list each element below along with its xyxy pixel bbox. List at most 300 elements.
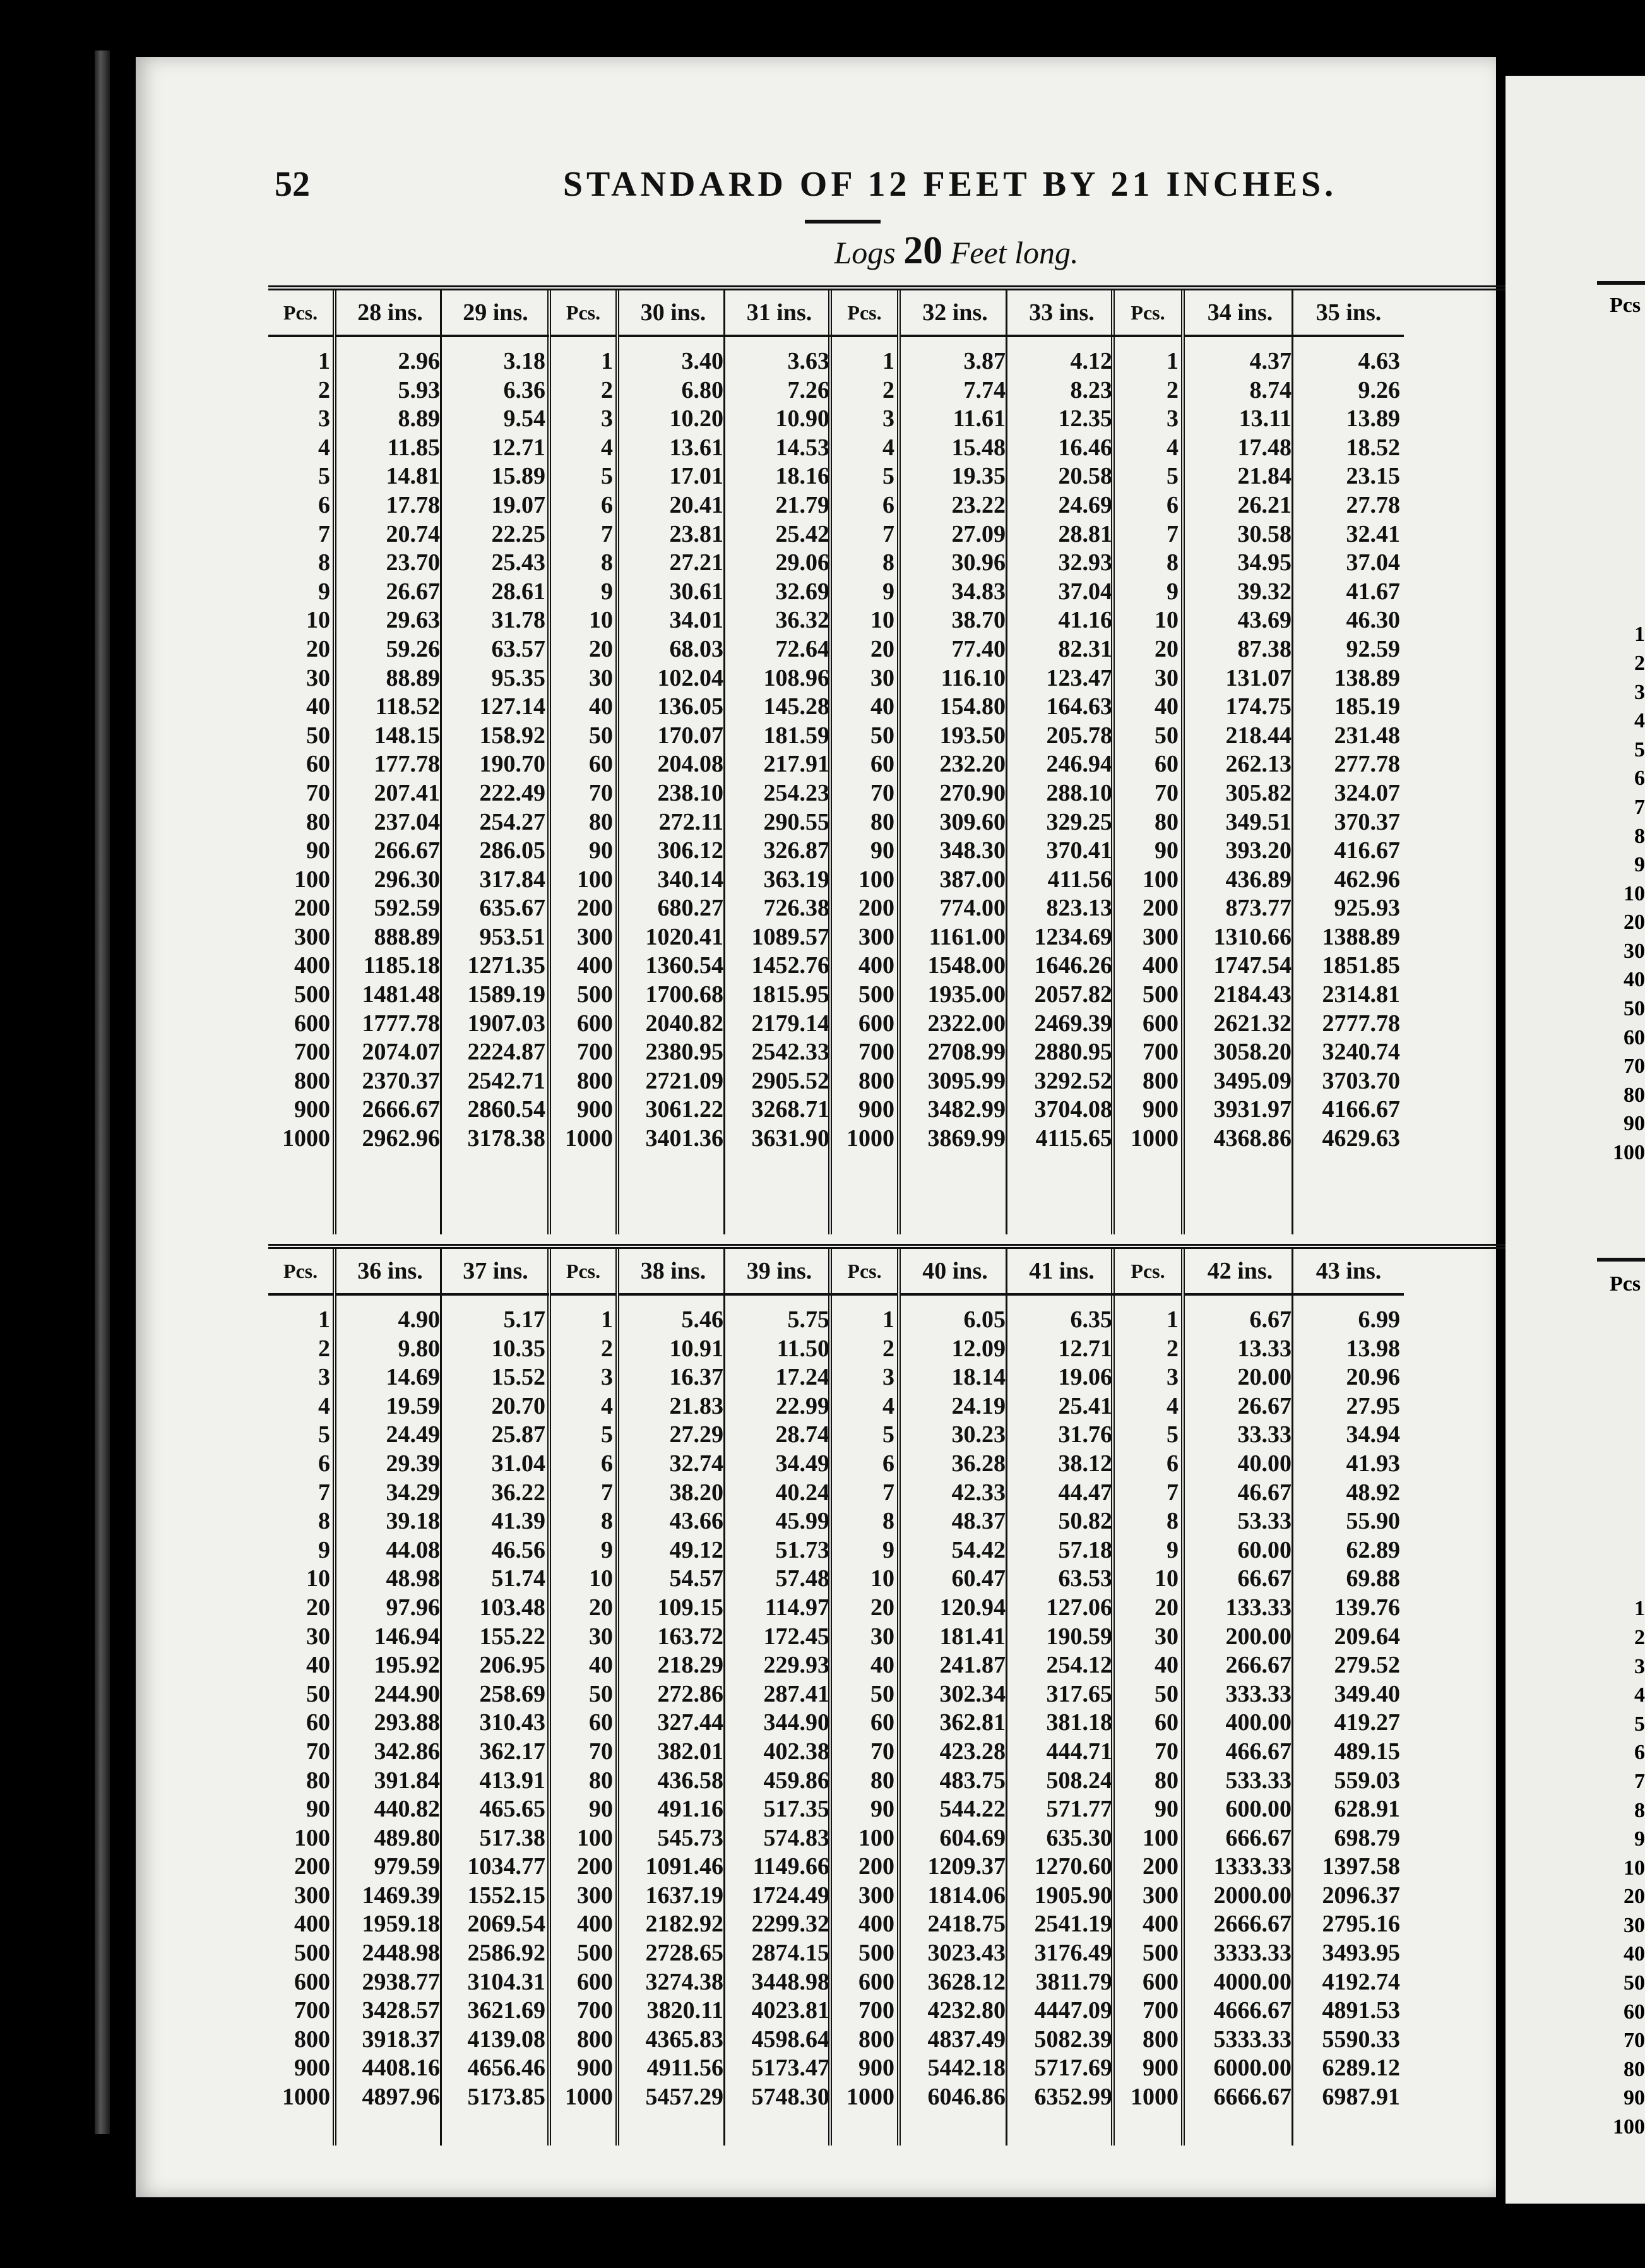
title-rule bbox=[805, 220, 881, 224]
pieces-cell: 100 bbox=[294, 1824, 330, 1851]
board-feet-cell: 207.41 bbox=[374, 779, 440, 806]
board-feet-cell: 666.67 bbox=[1225, 1824, 1292, 1851]
pieces-cell: 900 bbox=[294, 1096, 330, 1123]
board-feet-cell: 20.74 bbox=[386, 520, 440, 547]
next-page-pieces-cell: 4 bbox=[1634, 709, 1645, 733]
board-feet-cell: 419.27 bbox=[1334, 1709, 1400, 1736]
pieces-cell: 10 bbox=[306, 1565, 330, 1592]
pieces-header: Pcs. bbox=[551, 1249, 615, 1296]
pieces-cell: 1000 bbox=[846, 1125, 894, 1152]
board-feet-cell: 277.78 bbox=[1334, 751, 1400, 778]
board-feet-cell: 286.05 bbox=[479, 837, 545, 864]
board-feet-cell: 953.51 bbox=[479, 923, 545, 950]
board-feet-cell: 40.00 bbox=[1237, 1450, 1292, 1477]
pieces-cell: 5 bbox=[882, 463, 894, 490]
board-feet-cell: 1452.76 bbox=[751, 952, 829, 979]
board-feet-cell: 15.89 bbox=[491, 463, 545, 490]
pieces-column bbox=[268, 1249, 333, 2146]
board-feet-cell: 5457.29 bbox=[645, 2084, 723, 2111]
board-feet-cell: 302.34 bbox=[939, 1680, 1006, 1707]
board-feet-cell: 246.94 bbox=[1046, 751, 1112, 778]
board-feet-cell: 39.32 bbox=[1237, 578, 1292, 605]
pieces-cell: 60 bbox=[870, 751, 894, 778]
pieces-cell: 800 bbox=[294, 1067, 330, 1094]
board-feet-cell: 51.74 bbox=[491, 1565, 545, 1592]
board-feet-cell: 4368.86 bbox=[1213, 1125, 1292, 1152]
board-feet-cell: 266.67 bbox=[374, 837, 440, 864]
board-feet-cell: 3493.95 bbox=[1322, 1940, 1400, 1967]
table-group bbox=[828, 290, 1115, 1234]
pieces-cell: 3 bbox=[882, 1364, 894, 1391]
inches-column bbox=[897, 290, 1009, 1234]
pieces-cell: 4 bbox=[318, 1392, 330, 1419]
next-page-pieces-cell: 20 bbox=[1624, 910, 1645, 934]
board-feet-cell: 21.84 bbox=[1237, 463, 1292, 490]
pieces-cell: 50 bbox=[1155, 1680, 1179, 1707]
pieces-cell: 7 bbox=[601, 1479, 613, 1506]
board-feet-cell: 2860.54 bbox=[467, 1096, 545, 1123]
board-feet-cell: 24.19 bbox=[951, 1392, 1006, 1419]
board-feet-cell: 15.48 bbox=[951, 434, 1006, 461]
pieces-column bbox=[1115, 1249, 1181, 2146]
board-feet-cell: 133.33 bbox=[1225, 1594, 1292, 1621]
board-feet-cell: 32.69 bbox=[775, 578, 829, 605]
next-page-pcs-top: Pcs bbox=[1610, 294, 1641, 317]
board-feet-cell: 185.19 bbox=[1334, 693, 1400, 720]
board-feet-cell: 15.52 bbox=[491, 1364, 545, 1391]
column-cells bbox=[725, 347, 829, 1154]
pieces-cell: 8 bbox=[1167, 1508, 1179, 1535]
inches-header: 33 ins. bbox=[1007, 290, 1116, 337]
board-feet-cell: 19.59 bbox=[386, 1392, 440, 1419]
pieces-cell: 500 bbox=[1143, 1940, 1179, 1967]
board-feet-cell: 3.18 bbox=[503, 348, 545, 374]
board-feet-cell: 108.96 bbox=[763, 664, 829, 691]
board-feet-cell: 1724.49 bbox=[751, 1882, 829, 1909]
board-feet-cell: 6.35 bbox=[1070, 1306, 1112, 1333]
pieces-cell: 200 bbox=[1143, 1853, 1179, 1880]
next-page-pieces-cell bbox=[1606, 361, 1645, 390]
pieces-cell: 90 bbox=[870, 837, 894, 864]
pieces-cell: 600 bbox=[294, 1968, 330, 1995]
board-feet-cell: 340.14 bbox=[657, 866, 723, 893]
next-page-pieces-cell: 90 bbox=[1624, 2086, 1645, 2110]
board-feet-cell: 190.59 bbox=[1046, 1623, 1112, 1650]
next-page-rule-top bbox=[1597, 281, 1645, 285]
column-cells bbox=[268, 347, 330, 1154]
board-feet-cell: 5333.33 bbox=[1213, 2026, 1292, 2053]
board-feet-cell: 43.66 bbox=[669, 1508, 723, 1535]
next-page-pieces-cell: 80 bbox=[1624, 1083, 1645, 1107]
table-group bbox=[547, 290, 832, 1234]
board-feet-cell: 195.92 bbox=[374, 1652, 440, 1679]
board-feet-cell: 19.07 bbox=[491, 491, 545, 518]
pieces-cell: 800 bbox=[858, 2026, 894, 2053]
table-group bbox=[268, 290, 547, 1234]
inches-column bbox=[615, 1249, 727, 2146]
board-feet-cell: 2182.92 bbox=[645, 1911, 723, 1938]
pieces-cell: 8 bbox=[882, 549, 894, 576]
inches-header: 38 ins. bbox=[619, 1249, 727, 1296]
board-feet-cell: 20.96 bbox=[1346, 1364, 1400, 1391]
pieces-cell: 80 bbox=[1155, 808, 1179, 835]
board-feet-cell: 25.43 bbox=[491, 549, 545, 576]
pieces-cell: 30 bbox=[1155, 664, 1179, 691]
board-feet-cell: 9.26 bbox=[1358, 376, 1400, 403]
board-feet-cell: 6000.00 bbox=[1213, 2055, 1292, 2082]
next-page-pieces-cell: 70 bbox=[1624, 2029, 1645, 2053]
subtitle-logs: Logs bbox=[834, 235, 896, 270]
pieces-cell: 2 bbox=[882, 1335, 894, 1362]
board-feet-cell: 114.97 bbox=[764, 1594, 829, 1621]
pieces-cell: 3 bbox=[601, 1364, 613, 1391]
board-feet-cell: 27.29 bbox=[669, 1421, 723, 1448]
pieces-cell: 7 bbox=[318, 1479, 330, 1506]
board-feet-cell: 3023.43 bbox=[927, 1940, 1006, 1967]
pieces-cell: 8 bbox=[318, 549, 330, 576]
pieces-column bbox=[832, 290, 897, 1234]
board-feet-cell: 41.39 bbox=[491, 1508, 545, 1535]
pieces-cell: 100 bbox=[577, 1824, 613, 1851]
pieces-cell: 400 bbox=[294, 952, 330, 979]
pieces-cell: 4 bbox=[1167, 1392, 1179, 1419]
pieces-cell: 30 bbox=[870, 664, 894, 691]
pieces-cell: 6 bbox=[1167, 491, 1179, 518]
board-feet-cell: 423.28 bbox=[939, 1738, 1006, 1765]
board-feet-cell: 2469.39 bbox=[1034, 1010, 1112, 1037]
pieces-cell: 30 bbox=[870, 1623, 894, 1650]
board-feet-cell: 63.53 bbox=[1058, 1565, 1112, 1592]
next-page-pieces-cell bbox=[1606, 476, 1645, 505]
board-feet-cell: 317.84 bbox=[479, 866, 545, 893]
board-feet-cell: 32.93 bbox=[1058, 549, 1112, 576]
pieces-cell: 20 bbox=[589, 635, 613, 662]
board-feet-cell: 3811.79 bbox=[1035, 1968, 1112, 1995]
board-feet-cell: 28.61 bbox=[491, 578, 545, 605]
board-feet-cell: 44.47 bbox=[1058, 1479, 1112, 1506]
board-feet-cell: 545.73 bbox=[657, 1824, 723, 1851]
board-feet-cell: 254.23 bbox=[763, 779, 829, 806]
board-feet-cell: 20.41 bbox=[669, 491, 723, 518]
pieces-cell: 2 bbox=[1167, 376, 1179, 403]
board-feet-cell: 5442.18 bbox=[927, 2055, 1006, 2082]
board-feet-cell: 3058.20 bbox=[1213, 1039, 1292, 1066]
pieces-cell: 1 bbox=[601, 348, 613, 374]
board-feet-cell: 6.67 bbox=[1249, 1306, 1292, 1333]
board-feet-cell: 204.08 bbox=[657, 751, 723, 778]
column-cells bbox=[901, 347, 1006, 1154]
board-feet-cell: 20.70 bbox=[491, 1392, 545, 1419]
next-page-pieces-cell: 9 bbox=[1634, 853, 1645, 877]
next-page-pieces-cell bbox=[1606, 1537, 1645, 1566]
board-feet-cell: 1646.26 bbox=[1034, 952, 1112, 979]
board-feet-cell: 127.14 bbox=[479, 693, 545, 720]
board-feet-cell: 2621.32 bbox=[1213, 1010, 1292, 1037]
pieces-cell: 90 bbox=[589, 837, 613, 864]
inches-header: 40 ins. bbox=[901, 1249, 1009, 1296]
inches-column bbox=[440, 290, 549, 1234]
board-feet-cell: 14.69 bbox=[386, 1364, 440, 1391]
board-feet-cell: 145.28 bbox=[763, 693, 829, 720]
board-feet-cell: 22.25 bbox=[491, 520, 545, 547]
board-feet-cell: 127.06 bbox=[1046, 1594, 1112, 1621]
pieces-cell: 700 bbox=[294, 1997, 330, 2024]
board-feet-cell: 33.33 bbox=[1237, 1421, 1292, 1448]
board-feet-cell: 1091.46 bbox=[645, 1853, 723, 1880]
pieces-cell: 600 bbox=[858, 1968, 894, 1995]
pieces-cell: 9 bbox=[601, 1536, 613, 1563]
pieces-cell: 80 bbox=[589, 1767, 613, 1794]
next-page-pieces-cell bbox=[1606, 1479, 1645, 1508]
board-feet-cell: 317.65 bbox=[1046, 1680, 1112, 1707]
board-feet-cell: 4598.64 bbox=[751, 2026, 829, 2053]
board-feet-cell: 17.78 bbox=[386, 491, 440, 518]
column-cells bbox=[725, 1306, 829, 2112]
pieces-cell: 9 bbox=[1167, 1536, 1179, 1563]
next-page-edge bbox=[1505, 76, 1645, 2204]
board-feet-cell: 54.57 bbox=[669, 1565, 723, 1592]
board-feet-cell: 31.76 bbox=[1058, 1421, 1112, 1448]
board-feet-cell: 370.41 bbox=[1046, 837, 1112, 864]
pieces-cell: 90 bbox=[870, 1796, 894, 1823]
board-feet-cell: 42.33 bbox=[951, 1479, 1006, 1506]
pieces-cell: 10 bbox=[1155, 607, 1179, 634]
table-top bbox=[268, 285, 1524, 1234]
inches-column bbox=[1181, 290, 1295, 1234]
next-page-pieces-cell: 1 bbox=[1634, 1597, 1645, 1621]
pieces-cell: 300 bbox=[858, 923, 894, 950]
pieces-column bbox=[551, 290, 615, 1234]
next-page-pieces-cell: 30 bbox=[1624, 1913, 1645, 1937]
pieces-cell: 40 bbox=[306, 693, 330, 720]
board-feet-cell: 2314.81 bbox=[1322, 981, 1400, 1008]
board-feet-cell: 136.05 bbox=[657, 693, 723, 720]
next-page-pieces-cell bbox=[1606, 592, 1645, 621]
board-feet-cell: 436.89 bbox=[1225, 866, 1292, 893]
board-feet-cell: 20.58 bbox=[1058, 463, 1112, 490]
board-feet-cell: 222.49 bbox=[479, 779, 545, 806]
board-feet-cell: 123.47 bbox=[1046, 664, 1112, 691]
board-feet-cell: 13.89 bbox=[1346, 405, 1400, 433]
next-page-pieces-cell: 2 bbox=[1634, 651, 1645, 675]
board-feet-cell: 6.99 bbox=[1358, 1306, 1400, 1333]
board-feet-cell: 326.87 bbox=[763, 837, 829, 864]
column-cells bbox=[336, 347, 440, 1154]
board-feet-cell: 23.15 bbox=[1346, 463, 1400, 490]
board-feet-cell: 349.40 bbox=[1334, 1680, 1400, 1707]
next-page-pieces-cell: 8 bbox=[1634, 1798, 1645, 1822]
board-feet-cell: 10.90 bbox=[775, 405, 829, 433]
pieces-cell: 1000 bbox=[1131, 1125, 1179, 1152]
board-feet-cell: 5082.39 bbox=[1034, 2026, 1112, 2053]
board-feet-cell: 57.18 bbox=[1058, 1536, 1112, 1563]
pieces-cell: 900 bbox=[858, 1096, 894, 1123]
board-feet-cell: 82.31 bbox=[1058, 635, 1112, 662]
pieces-cell: 30 bbox=[306, 1623, 330, 1650]
board-feet-cell: 310.43 bbox=[479, 1709, 545, 1736]
next-page-pieces-cell: 90 bbox=[1624, 1112, 1645, 1136]
pieces-cell: 70 bbox=[306, 1738, 330, 1765]
next-page-pieces-cell: 4 bbox=[1634, 1683, 1645, 1707]
next-page-pieces-cell: 6 bbox=[1634, 1741, 1645, 1765]
board-feet-cell: 131.07 bbox=[1225, 664, 1292, 691]
pieces-cell: 80 bbox=[870, 808, 894, 835]
inches-header: 37 ins. bbox=[442, 1249, 549, 1296]
board-feet-cell: 29.39 bbox=[386, 1450, 440, 1477]
board-feet-cell: 1209.37 bbox=[927, 1853, 1006, 1880]
board-feet-cell: 416.67 bbox=[1334, 837, 1400, 864]
board-feet-cell: 30.61 bbox=[669, 578, 723, 605]
column-cells bbox=[1007, 347, 1112, 1154]
board-feet-cell: 46.56 bbox=[491, 1536, 545, 1563]
pieces-cell: 6 bbox=[601, 491, 613, 518]
board-feet-cell: 60.00 bbox=[1237, 1536, 1292, 1563]
board-feet-cell: 59.26 bbox=[386, 635, 440, 662]
board-feet-cell: 4192.74 bbox=[1322, 1968, 1400, 1995]
board-feet-cell: 2069.54 bbox=[467, 1911, 545, 1938]
board-feet-cell: 309.60 bbox=[939, 808, 1006, 835]
board-feet-cell: 21.83 bbox=[669, 1392, 723, 1419]
board-feet-cell: 1747.54 bbox=[1213, 952, 1292, 979]
board-feet-cell: 270.90 bbox=[939, 779, 1006, 806]
book-spine-edge bbox=[95, 51, 110, 2134]
board-feet-cell: 2880.95 bbox=[1034, 1039, 1112, 1066]
inches-header: 30 ins. bbox=[619, 290, 727, 337]
board-feet-cell: 6666.67 bbox=[1213, 2084, 1292, 2111]
pieces-cell: 100 bbox=[858, 1824, 894, 1851]
board-feet-cell: 37.04 bbox=[1346, 549, 1400, 576]
board-feet-cell: 206.95 bbox=[479, 1652, 545, 1679]
pieces-cell: 100 bbox=[1143, 866, 1179, 893]
pieces-cell: 10 bbox=[589, 1565, 613, 1592]
board-feet-cell: 466.67 bbox=[1225, 1738, 1292, 1765]
board-feet-cell: 979.59 bbox=[374, 1853, 440, 1880]
table-group bbox=[268, 1249, 547, 2146]
pieces-cell: 700 bbox=[858, 1039, 894, 1066]
board-feet-cell: 4837.49 bbox=[927, 2026, 1006, 2053]
pieces-cell: 50 bbox=[589, 1680, 613, 1707]
board-feet-cell: 4666.67 bbox=[1213, 1997, 1292, 2024]
board-feet-cell: 8.74 bbox=[1249, 376, 1292, 403]
next-page-pieces-cell: 100 bbox=[1613, 2115, 1645, 2139]
pieces-cell: 40 bbox=[589, 1652, 613, 1679]
board-feet-cell: 41.67 bbox=[1346, 578, 1400, 605]
pieces-cell: 600 bbox=[1143, 1010, 1179, 1037]
board-feet-cell: 635.30 bbox=[1046, 1824, 1112, 1851]
table-group bbox=[1111, 1249, 1402, 2146]
inches-column bbox=[1181, 1249, 1295, 2146]
board-feet-cell: 34.83 bbox=[951, 578, 1006, 605]
next-page-pieces-cell bbox=[1606, 1508, 1645, 1537]
board-feet-cell: 324.07 bbox=[1334, 779, 1400, 806]
pieces-cell: 400 bbox=[858, 952, 894, 979]
board-feet-cell: 18.14 bbox=[951, 1364, 1006, 1391]
pieces-cell: 7 bbox=[1167, 1479, 1179, 1506]
board-feet-cell: 57.48 bbox=[775, 1565, 829, 1592]
pieces-header: Pcs. bbox=[1115, 1249, 1181, 1296]
board-feet-cell: 6.80 bbox=[681, 376, 723, 403]
board-feet-cell: 4.63 bbox=[1358, 348, 1400, 374]
board-feet-cell: 60.47 bbox=[951, 1565, 1006, 1592]
board-feet-cell: 3621.69 bbox=[467, 1997, 545, 2024]
board-feet-cell: 266.67 bbox=[1225, 1652, 1292, 1679]
next-page-pieces-cell: 7 bbox=[1634, 1769, 1645, 1793]
board-feet-cell: 272.86 bbox=[657, 1680, 723, 1707]
pieces-cell: 4 bbox=[318, 434, 330, 461]
board-feet-cell: 4408.16 bbox=[362, 2055, 440, 2082]
board-feet-cell: 2541.19 bbox=[1034, 1911, 1112, 1938]
board-feet-cell: 148.15 bbox=[374, 722, 440, 749]
board-feet-cell: 592.59 bbox=[374, 895, 440, 922]
column-cells bbox=[442, 1306, 545, 2112]
inches-column bbox=[723, 1249, 833, 2146]
board-feet-cell: 48.92 bbox=[1346, 1479, 1400, 1506]
board-feet-cell: 53.33 bbox=[1237, 1508, 1292, 1535]
pieces-cell: 900 bbox=[577, 2055, 613, 2082]
board-feet-cell: 873.77 bbox=[1225, 895, 1292, 922]
pieces-cell: 900 bbox=[577, 1096, 613, 1123]
board-feet-cell: 4.90 bbox=[398, 1306, 440, 1333]
board-feet-cell: 11.61 bbox=[953, 405, 1006, 433]
board-feet-cell: 158.92 bbox=[479, 722, 545, 749]
next-page-pieces-cell bbox=[1606, 419, 1645, 448]
column-cells bbox=[619, 347, 723, 1154]
pieces-cell: 50 bbox=[306, 722, 330, 749]
board-feet-cell: 116.10 bbox=[941, 664, 1006, 691]
next-page-pieces-cell: 30 bbox=[1624, 939, 1645, 963]
pieces-cell: 60 bbox=[306, 751, 330, 778]
board-feet-cell: 4897.96 bbox=[362, 2084, 440, 2111]
board-feet-cell: 120.94 bbox=[939, 1594, 1006, 1621]
pieces-cell: 900 bbox=[294, 2055, 330, 2082]
board-feet-cell: 2040.82 bbox=[645, 1010, 723, 1037]
board-feet-cell: 241.87 bbox=[939, 1652, 1006, 1679]
board-feet-cell: 5590.33 bbox=[1322, 2026, 1400, 2053]
table-group bbox=[1111, 290, 1402, 1234]
pieces-cell: 2 bbox=[318, 1335, 330, 1362]
pieces-column bbox=[551, 1249, 615, 2146]
next-page-pieces-cell: 8 bbox=[1634, 824, 1645, 848]
pieces-cell: 300 bbox=[577, 923, 613, 950]
board-feet-cell: 1333.33 bbox=[1213, 1853, 1292, 1880]
board-feet-cell: 205.78 bbox=[1046, 722, 1112, 749]
pieces-cell: 10 bbox=[306, 607, 330, 634]
board-feet-cell: 1270.60 bbox=[1034, 1853, 1112, 1880]
column-cells bbox=[336, 1306, 440, 2112]
board-feet-cell: 55.90 bbox=[1346, 1508, 1400, 1535]
board-feet-cell: 306.12 bbox=[657, 837, 723, 864]
inches-column bbox=[897, 1249, 1009, 2146]
pieces-cell: 400 bbox=[577, 1911, 613, 1938]
board-feet-cell: 4139.08 bbox=[467, 2026, 545, 2053]
pieces-header: Pcs. bbox=[1115, 290, 1181, 337]
pieces-cell: 200 bbox=[294, 895, 330, 922]
pieces-cell: 60 bbox=[1155, 751, 1179, 778]
pieces-cell: 700 bbox=[577, 1039, 613, 1066]
board-feet-cell: 138.89 bbox=[1334, 664, 1400, 691]
board-feet-cell: 9.80 bbox=[398, 1335, 440, 1362]
next-page-rule-bottom bbox=[1597, 1258, 1645, 1262]
inches-column bbox=[1006, 1249, 1116, 2146]
board-feet-cell: 97.96 bbox=[386, 1594, 440, 1621]
pieces-cell: 900 bbox=[1143, 1096, 1179, 1123]
pieces-cell: 90 bbox=[1155, 837, 1179, 864]
pieces-cell: 8 bbox=[882, 1508, 894, 1535]
board-feet-cell: 12.09 bbox=[951, 1335, 1006, 1362]
pieces-cell: 50 bbox=[870, 1680, 894, 1707]
pieces-cell: 7 bbox=[882, 520, 894, 547]
pieces-cell: 6 bbox=[882, 1450, 894, 1477]
